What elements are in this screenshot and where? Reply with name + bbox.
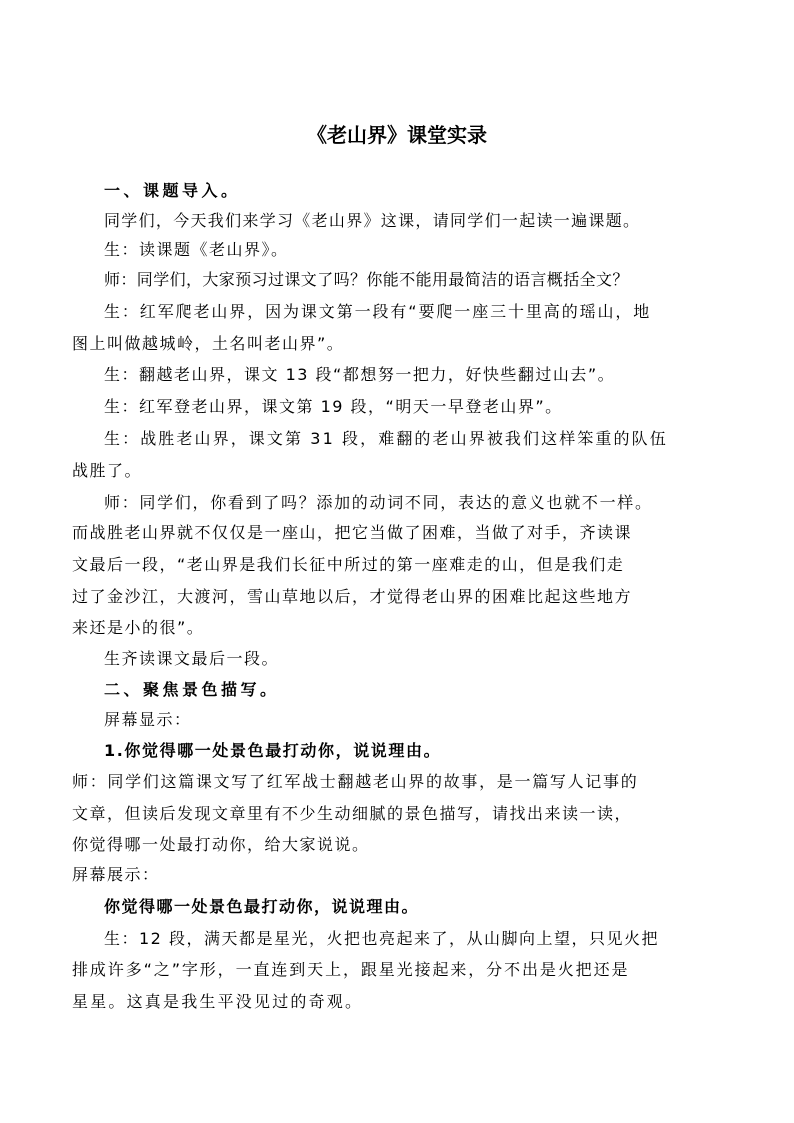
paragraph-line: 战胜了。 <box>72 461 143 480</box>
paragraph-line: 师：同学们这篇课文写了红军战士翻越老山界的故事，是一篇写人记事的 <box>72 772 639 791</box>
paragraph-line: 过了金沙江，大渡河，雪山草地以后，才觉得老山界的困难比起这些地方 <box>72 587 633 606</box>
paragraph-line: 师：同学们，大家预习过课文了吗？你能不能用最简洁的语言概括全文？ <box>104 270 629 289</box>
paragraph-line: 你觉得哪一处最打动你，给大家说说。 <box>72 835 370 854</box>
paragraph-line: 生：12 段，满天都是星光，火把也亮起来了，从山脚向上望，只见火把 <box>104 929 659 948</box>
paragraph-line: 生：红军爬老山界，因为课文第一段有“要爬一座三十里高的瑶山，地 <box>104 302 652 321</box>
paragraph-line: 生：战胜老山界，课文第 31 段，难翻的老山界被我们这样笨重的队伍 <box>104 429 668 448</box>
question-line: 你觉得哪一处景色最打动你，说说理由。 <box>104 897 420 916</box>
paragraph-line: 图上叫做越城岭，土名叫老山界”。 <box>72 334 345 353</box>
paragraph-line: 生：翻越老山界，课文 13 段“都想努一把力，好快些翻过山去”。 <box>104 365 616 384</box>
paragraph-line: 师：同学们，你看到了吗？添加的动词不同，表达的意义也就不一样。 <box>104 493 653 512</box>
paragraph-line: 同学们，今天我们来学习《老山界》这课，请同学们一起读一遍课题。 <box>104 211 641 230</box>
section-heading-1: 一、课题导入。 <box>104 181 241 200</box>
document-title: 《老山界》课堂实录 <box>307 123 487 147</box>
paragraph-line: 文章，但读后发现文章里有不少生动细腻的景色描写，请找出来读一读， <box>72 804 633 823</box>
paragraph-line: 生：读课题《老山界》。 <box>104 240 289 259</box>
paragraph-line: 来还是小的很”。 <box>72 618 205 637</box>
paragraph-line: 生：红军登老山界，课文第 19 段，“明天一早登老山界”。 <box>104 397 563 416</box>
section-heading-2: 二、聚焦景色描写。 <box>104 680 280 699</box>
paragraph-line: 生齐读课文最后一段。 <box>104 649 280 668</box>
paragraph-line: 排成许多“之”字形，一直连到天上，跟星光接起来，分不出是火把还是 <box>72 960 630 979</box>
paragraph-line: 星星。这真是我生平没见过的奇观。 <box>72 992 364 1011</box>
paragraph-line: 屏幕显示： <box>104 710 192 729</box>
paragraph-line: 屏幕展示： <box>72 865 160 884</box>
question-line: 1.你觉得哪一处景色最打动你，说说理由。 <box>104 741 442 760</box>
paragraph-line: 而战胜老山界就不仅仅是一座山，把它当做了困难，当做了对手，齐读课 <box>72 523 633 542</box>
paragraph-line: 文最后一段，“老山界是我们长征中所过的第一座难走的山，但是我们走 <box>72 555 625 574</box>
